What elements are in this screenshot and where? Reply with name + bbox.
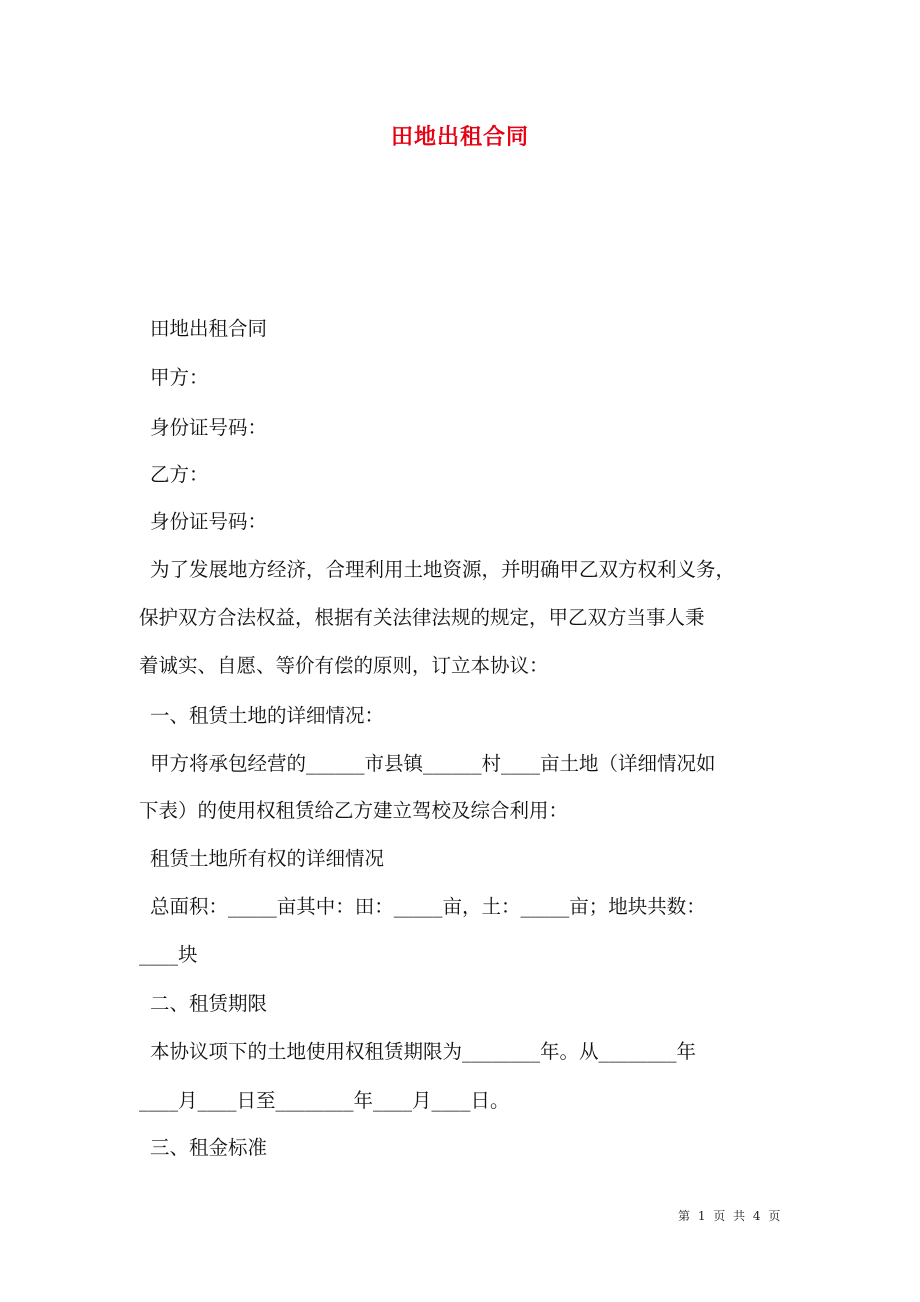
preamble-line-2: 保护双方合法权益，根据有关法律法规的规定，甲乙双方当事人秉 (139, 606, 705, 629)
page-number-footer: 第 1 页 共 4 页 (678, 1209, 783, 1223)
section-1-text-line-1: 甲方将承包经营的______市县镇______村____亩土地（详细情况如 (150, 752, 716, 775)
preamble-line-1: 为了发展地方经济，合理利用土地资源，并明确甲乙双方权利义务， (150, 558, 736, 581)
total-area-line-1: 总面积：_____亩其中：田：_____亩，土：_____亩；地块共数： (150, 895, 706, 918)
section-1-heading: 一、租赁土地的详细情况： (150, 704, 385, 727)
party-a-id-label: 身份证号码： (150, 416, 268, 439)
section-2-heading: 二、租赁期限 (150, 992, 268, 1015)
section-1-text-line-2: 下表）的使用权租赁给乙方建立驾校及综合利用： (139, 799, 569, 822)
document-title: 田地出租合同 (390, 124, 529, 150)
body-heading: 田地出租合同 (150, 317, 268, 340)
total-area-line-2: ____块 (139, 943, 198, 966)
party-a-label: 甲方： (150, 366, 209, 389)
land-ownership-subheading: 租赁土地所有权的详细情况 (150, 847, 385, 870)
lease-term-line-1: 本协议项下的土地使用权租赁期限为________年。从________年 (150, 1040, 697, 1063)
section-3-heading: 三、租金标准 (150, 1136, 268, 1159)
party-b-label: 乙方： (150, 463, 209, 486)
party-b-id-label: 身份证号码： (150, 510, 268, 533)
preamble-line-3: 着诚实、自愿、等价有偿的原则，订立本协议： (139, 654, 549, 677)
lease-term-line-2: ____月____日至________年____月____日。 (139, 1089, 510, 1112)
